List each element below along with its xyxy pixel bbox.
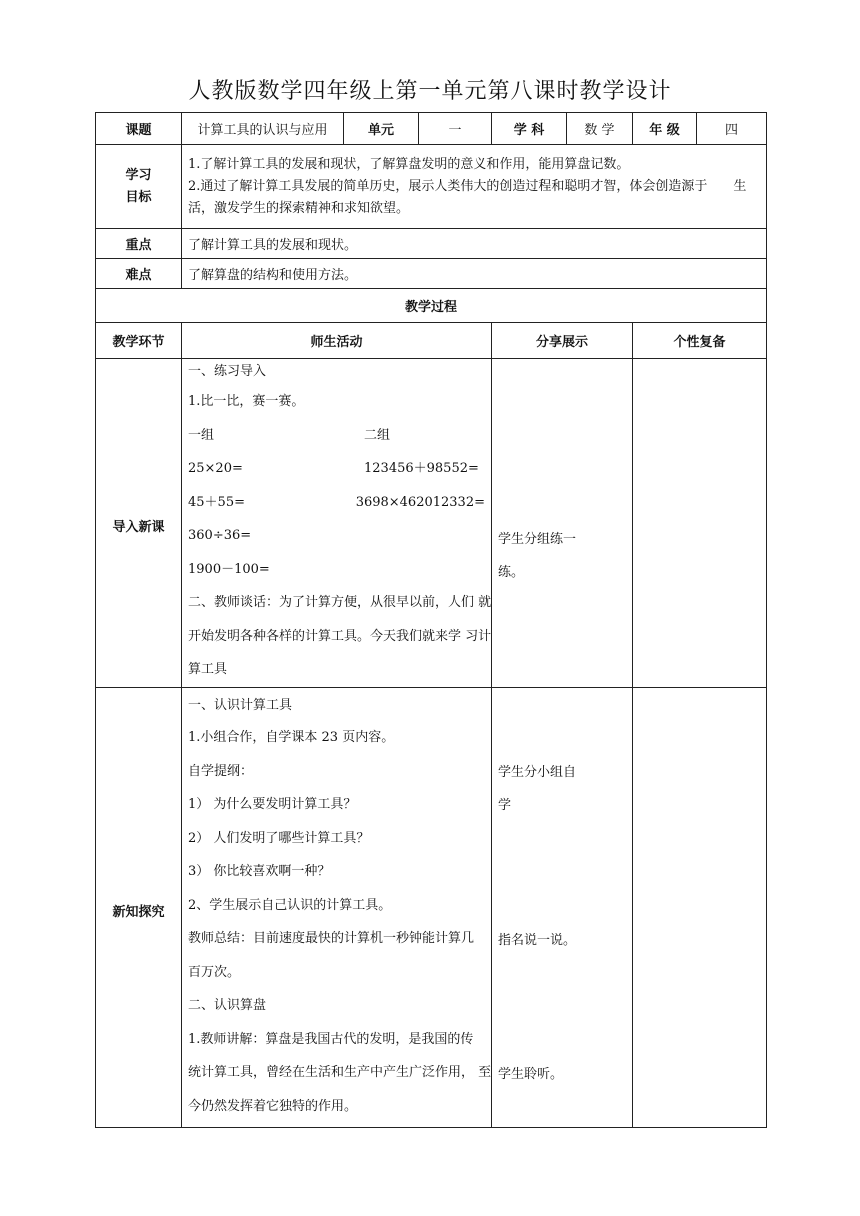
activity-line: 3） 你比较喜欢啊一种？ bbox=[188, 864, 331, 879]
activity-line: 二、教师谈话：为了计算方便，从很早以前，人们 就 bbox=[188, 595, 492, 610]
objective-item: 1.了解计算工具的发展和现状，了解算盘发明的意义和作用，能用算盘记数。 bbox=[188, 156, 630, 172]
activity-line: 教师总结：目前速度最快的计算机一秒钟能计算几 bbox=[188, 931, 475, 946]
activity-line: 二、认识算盘 bbox=[188, 998, 267, 1013]
page-title: 人教版数学四年级上第一单元第八课时教学设计 bbox=[188, 79, 672, 104]
section-share-intro bbox=[492, 359, 633, 688]
objectives-content bbox=[182, 145, 767, 229]
column-header-share: 分享展示 bbox=[492, 323, 633, 359]
share-line: 学生分组练一 bbox=[498, 531, 577, 547]
lesson-plan-table bbox=[95, 112, 767, 1128]
group-row bbox=[188, 519, 485, 553]
group-cell: 360÷36= bbox=[188, 528, 252, 543]
lesson-value: 计算工具的认识与应用 bbox=[182, 113, 344, 145]
activity-line: 今仍然发挥着它独特的作用。 bbox=[188, 1098, 358, 1114]
activity-line: 算工具 bbox=[188, 662, 228, 677]
share-line: 练。 bbox=[498, 565, 525, 581]
group-cell: 1900－100= bbox=[188, 561, 270, 577]
column-header-stage: 教学环节 bbox=[96, 323, 182, 359]
group-cell: 3698×462012332= bbox=[355, 494, 485, 510]
difficulty-value: 了解算盘的结构和使用方法。 bbox=[182, 259, 767, 289]
activity-line: 一、练习导入 bbox=[188, 364, 267, 379]
group-row bbox=[188, 452, 485, 486]
activity-line: 1.比一比，赛一赛。 bbox=[188, 394, 305, 409]
share-line: 学生聆听。 bbox=[498, 1067, 564, 1082]
group-row bbox=[188, 486, 485, 520]
activity-line: 一、认识计算工具 bbox=[188, 698, 293, 713]
objective-item: 2.通过了解计算工具发展的简单历史，展示人类伟大的创造过程和聪明才智，体会创造源于 生活，激发学生的探索精神和求知欲望。 bbox=[188, 178, 747, 216]
column-header-notes: 个性复备 bbox=[633, 323, 767, 359]
activity-line: 1.小组合作，自学课本 23 页内容。 bbox=[188, 730, 395, 745]
activity-line: 2） 人们发明了哪些计算工具？ bbox=[188, 830, 370, 846]
unit-label: 单元 bbox=[344, 113, 419, 145]
share-line: 指名说一说。 bbox=[498, 932, 577, 948]
section-share-explore bbox=[492, 687, 633, 1127]
subject-label: 学 科 bbox=[492, 113, 567, 145]
group-cell: 123456＋98552= bbox=[364, 461, 479, 476]
group-cell: 二组 bbox=[364, 427, 391, 443]
activity-line: 自学提纲： bbox=[188, 763, 254, 779]
column-header-activity: 师生活动 bbox=[182, 323, 492, 359]
activity-line: 百万次。 bbox=[188, 964, 241, 980]
key-point-value: 了解计算工具的发展和现状。 bbox=[182, 229, 767, 259]
activity-line: 开始发明各种各样的计算工具。今天我们就来学 习计 bbox=[188, 628, 492, 644]
group-cell: 45＋55= bbox=[188, 494, 245, 510]
section-stage-intro: 导入新课 bbox=[96, 359, 182, 688]
section-activity-explore bbox=[182, 687, 492, 1127]
process-title: 教学过程 bbox=[96, 289, 767, 323]
section-activity-intro bbox=[182, 359, 492, 688]
lesson-label: 课题 bbox=[96, 113, 182, 145]
share-line: 学生分小组自 bbox=[498, 764, 577, 780]
share-line: 学 bbox=[498, 798, 512, 813]
group-row bbox=[188, 419, 485, 453]
grade-label: 年 级 bbox=[633, 113, 697, 145]
group-cell: 25×20= bbox=[188, 461, 243, 476]
unit-value: 一 bbox=[419, 113, 492, 145]
difficulty-label: 难点 bbox=[96, 259, 182, 289]
section-notes-explore bbox=[633, 687, 767, 1127]
group-row bbox=[188, 553, 485, 587]
section-notes-intro bbox=[633, 359, 767, 688]
subject-value: 数 学 bbox=[567, 113, 633, 145]
objectives-label bbox=[96, 145, 182, 229]
key-point-label: 重点 bbox=[96, 229, 182, 259]
grade-value: 四 bbox=[697, 113, 767, 145]
activity-line: 统计算工具，曾经在生活和生产中产生广泛作用， 至 bbox=[188, 1065, 492, 1080]
activity-line: 1） 为什么要发明计算工具？ bbox=[188, 797, 357, 812]
objectives-label-line2: 目标 bbox=[125, 189, 152, 205]
section-stage-explore: 新知探究 bbox=[96, 687, 182, 1127]
activity-line: 1.教师讲解：算盘是我国古代的发明，是我国的传 bbox=[188, 1031, 474, 1047]
objectives-label-line1: 学习 bbox=[125, 167, 152, 183]
group-cell: 一组 bbox=[188, 427, 215, 443]
activity-line: 2、学生展示自己认识的计算工具。 bbox=[188, 897, 392, 913]
